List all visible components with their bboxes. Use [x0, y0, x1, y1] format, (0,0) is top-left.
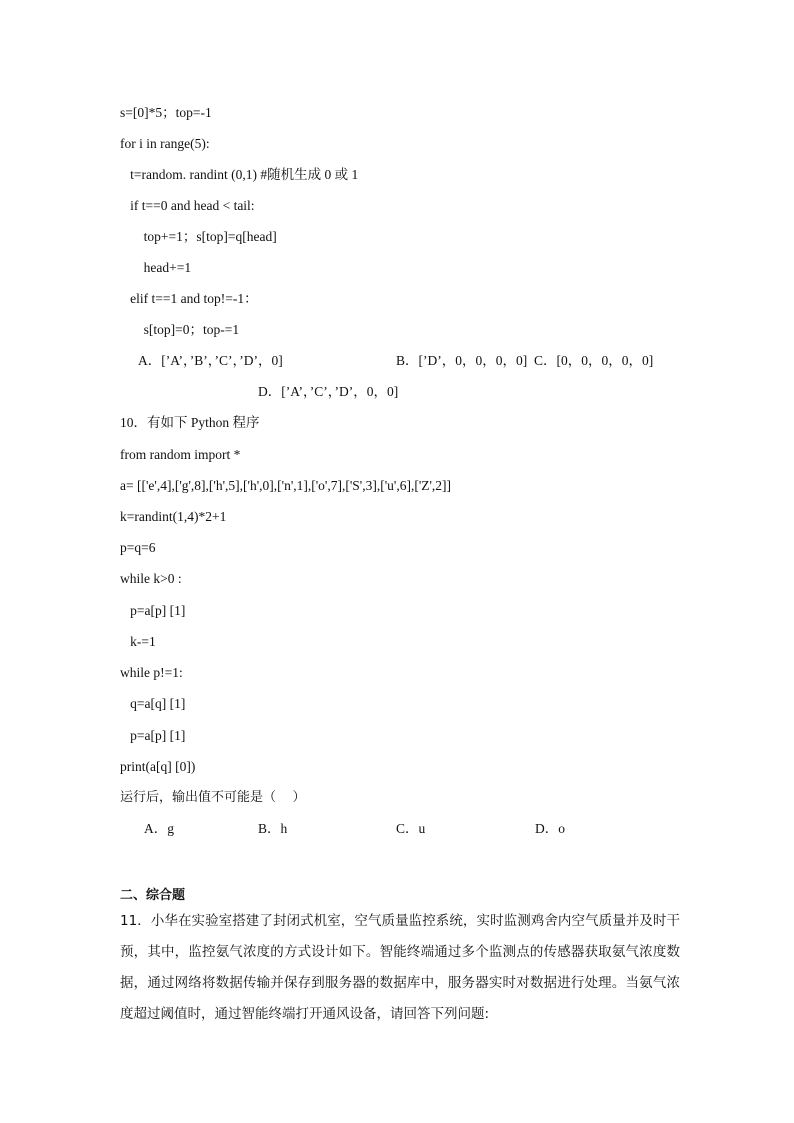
- option-d: D．o: [535, 821, 565, 836]
- code-line: q=a[q] [1]: [120, 696, 186, 711]
- code-line: s[top]=0；top-=1: [120, 322, 240, 337]
- question-prompt: 运行后，输出值不可能是（ ）: [120, 790, 306, 805]
- code-line: while k>0 :: [120, 571, 182, 586]
- code-line: p=a[p] [1]: [120, 728, 186, 743]
- option-b: B．h: [258, 821, 288, 836]
- section-heading: 二、综合题: [120, 888, 186, 903]
- code-line: top+=1；s[top]=q[head]: [120, 229, 277, 244]
- option-b: B．[’D’，0，0，0，0]: [396, 353, 528, 368]
- option-c: C．u: [396, 821, 426, 836]
- option-d: D．[’A’，’C’，’D’，0，0]: [258, 384, 399, 399]
- code-line: elif t==1 and top!=-1：: [120, 291, 258, 306]
- code-line: p=q=6: [120, 540, 156, 555]
- code-line: for i in range(5):: [120, 136, 210, 151]
- code-line: t=random. randint (0,1) #随机生成 0 或 1: [120, 167, 359, 182]
- code-line: while p!=1:: [120, 665, 183, 680]
- code-line: if t==0 and head < tail:: [120, 198, 255, 213]
- code-line: a= [['e',4],['g',8],['h',5],['h',0],['n',1],['o',7],['S',3],['u',6],['Z',2]]: [120, 478, 452, 493]
- option-c: C．[0，0，0，0，0]: [534, 353, 654, 368]
- question-11-text: 11．小华在实验室搭建了封闭式机室，空气质量监控系统，实时监测鸡舍内空气质量并及时干预，其中，监控氨气浓度的方式设计如下。智能终端通过多个监测点的传感器获取氨气浓度数据，通过网络将数据传输并保存到服务器的数据库中，服务器实时对数据进行处理。当氨气浓度超过阈值时，通过智能终端打开通风设备，请回答下列问题:: [120, 913, 680, 1022]
- code-line: p=a[p] [1]: [120, 603, 186, 618]
- question-title: 10．有如下 Python 程序: [120, 415, 260, 430]
- code-line: print(a[q] [0]): [120, 759, 196, 774]
- code-line: s=[0]*5；top=-1: [120, 105, 212, 120]
- code-line: head+=1: [120, 260, 192, 275]
- code-line: from random import *: [120, 447, 241, 462]
- code-line: k-=1: [120, 634, 156, 649]
- option-a: A．g: [144, 821, 174, 836]
- code-line: k=randint(1,4)*2+1: [120, 509, 227, 524]
- option-a: A．[’A’，’B’，’C’，’D’，0]: [138, 353, 283, 368]
